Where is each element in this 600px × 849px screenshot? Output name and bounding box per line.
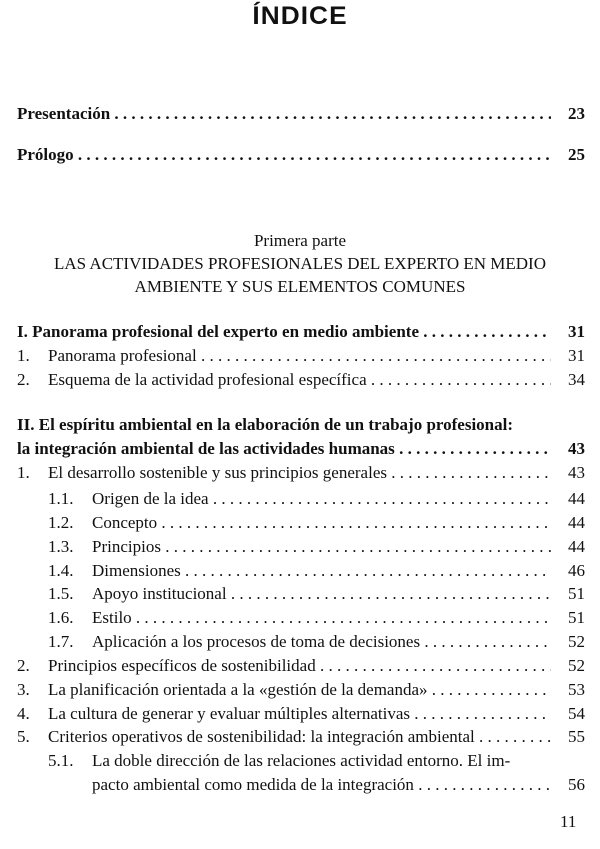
toc-entry-presentacion[interactable]: [17, 104, 585, 124]
chapter-label: Panorama profesional del experto en medio ambiente: [32, 322, 419, 341]
toc-entry[interactable]: [17, 370, 585, 390]
entry-label: El desarrollo sostenible y sus principios generales: [48, 463, 387, 482]
entry-number: 4.: [17, 704, 30, 723]
entry-label: Principios específicos de sostenibilidad: [48, 656, 316, 675]
toc-entry-page: 46: [568, 561, 585, 580]
entry-number: 1.5.: [48, 584, 74, 603]
toc-entry-page: 55: [568, 727, 585, 746]
toc-subentry[interactable]: [48, 561, 585, 581]
toc-entry-page: 43: [568, 439, 585, 458]
part-label: Primera parte: [253, 231, 347, 250]
toc-entry-page: 56: [568, 775, 585, 794]
entry-number: 1.1.: [48, 489, 74, 508]
chapter-number: II.: [17, 415, 35, 434]
toc-entry-page: 44: [568, 489, 585, 508]
chapter-number: I.: [17, 322, 28, 341]
page-number: 11: [560, 812, 577, 831]
chapter-label: la integración ambiental de las actividades humanas . . .: [17, 439, 551, 459]
entry-number: 1.7.: [48, 632, 74, 651]
entry-label: La planificación orientada a la «gestión de la demanda»: [48, 680, 428, 699]
index-title: ÍNDICE: [252, 2, 348, 30]
entry-label: Concepto: [92, 513, 158, 532]
toc-entry-label: Presentación . . .: [17, 104, 551, 124]
toc-chapter-1[interactable]: [17, 322, 585, 342]
entry-number: 1.: [17, 346, 30, 365]
toc-entry-page: 31: [568, 346, 585, 365]
entry-label: Apoyo institucional: [92, 584, 227, 603]
toc-entry[interactable]: [17, 680, 585, 700]
toc-entry-page: 23: [568, 104, 585, 123]
toc-subentry[interactable]: [48, 489, 585, 509]
entry-number: 1.6.: [48, 608, 74, 627]
toc-chapter-2-line1[interactable]: [17, 415, 513, 435]
toc-subentry-5-1-line1[interactable]: [48, 751, 510, 771]
entry-label: Estilo: [92, 608, 132, 627]
entry-label: Dimensiones: [92, 561, 181, 580]
toc-entry[interactable]: [17, 727, 585, 747]
toc-entry[interactable]: [17, 656, 585, 676]
entry-number: 1.4.: [48, 561, 74, 580]
entry-number: 1.3.: [48, 537, 74, 556]
toc-entry-page: 31: [568, 322, 585, 341]
toc-subentry[interactable]: [48, 513, 585, 533]
entry-label: La doble dirección de las relaciones actividad entorno. El im-: [92, 751, 511, 770]
part-title-line1: LAS ACTIVIDADES PROFESIONALES DEL EXPERTO EN MEDIO: [54, 254, 546, 273]
toc-entry-page: 53: [568, 680, 585, 699]
toc-chapter-2-line2[interactable]: [17, 439, 585, 459]
toc-entry[interactable]: [17, 704, 585, 724]
toc-entry-prologo[interactable]: [17, 145, 585, 165]
entry-number: 2.: [17, 370, 30, 389]
toc-entry-page: 54: [568, 704, 585, 723]
toc-entry-page: 51: [568, 608, 585, 627]
toc-entry-page: 43: [568, 463, 585, 482]
part-title-line2: AMBIENTE Y SUS ELEMENTOS COMUNES: [134, 277, 466, 296]
toc-subentry[interactable]: [48, 632, 585, 652]
entry-label: pacto ambiental como medida de la integración . . .: [92, 775, 551, 795]
entry-number: 5.1.: [48, 751, 74, 770]
entry-label: Aplicación a los procesos de toma de decisiones: [92, 632, 421, 651]
entry-label: La cultura de generar y evaluar múltiples alternativas: [48, 704, 411, 723]
entry-label: Origen de la idea: [92, 489, 209, 508]
toc-entry-label: Prólogo . . .: [17, 145, 551, 165]
entry-label: Principios: [92, 537, 161, 556]
entry-number: 3.: [17, 680, 30, 699]
entry-number: 5.: [17, 727, 30, 746]
entry-number: 2.: [17, 656, 30, 675]
toc-subentry[interactable]: [48, 537, 585, 557]
toc-entry[interactable]: [17, 346, 585, 366]
toc-entry-page: 25: [568, 145, 585, 164]
toc-entry[interactable]: [17, 463, 585, 483]
toc-entry-page: 34: [568, 370, 585, 389]
toc-entry-page: 44: [568, 537, 585, 556]
entry-number: 1.2.: [48, 513, 74, 532]
toc-subentry[interactable]: [48, 608, 585, 628]
toc-subentry[interactable]: [48, 584, 585, 604]
toc-subentry-5-1-line2[interactable]: [92, 775, 585, 795]
toc-entry-page: 44: [568, 513, 585, 532]
toc-entry-page: 51: [568, 584, 585, 603]
toc-entry-page: 52: [568, 632, 585, 651]
entry-label: Panorama profesional: [48, 346, 197, 365]
toc-entry-page: 52: [568, 656, 585, 675]
entry-label: Esquema de la actividad profesional específica: [48, 370, 367, 389]
entry-number: 1.: [17, 463, 30, 482]
chapter-label: El espíritu ambiental en la elaboración de un trabajo profesional:: [38, 415, 514, 434]
entry-label: Criterios operativos de sostenibilidad: la integración ambiental: [48, 727, 475, 746]
